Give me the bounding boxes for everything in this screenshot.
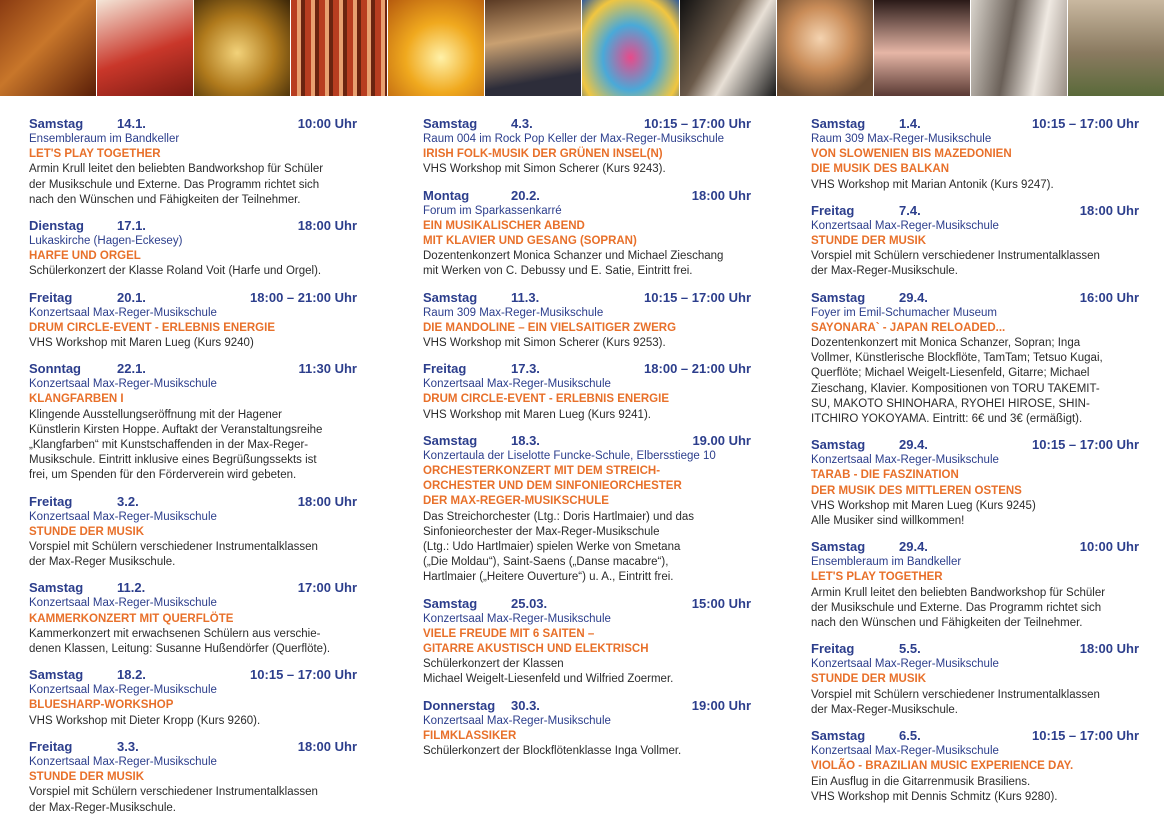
- event-entry: [423, 698, 763, 760]
- event-location: Konzertsaal Max-Reger-Musikschule: [29, 755, 217, 768]
- event-description: Vorspiel mit Schülern verschiedener Instrumentalklassen: [811, 250, 1100, 263]
- event-day: Freitag: [29, 493, 73, 509]
- event-description: SU, MAKOTO SHINOHARA, RYOHEI HIROSE, SHIN-: [811, 397, 1090, 410]
- event-date: 20.1.: [117, 289, 146, 305]
- event-title: FILMKLASSIKER: [423, 729, 517, 742]
- event-location: Konzertsaal Max-Reger-Musikschule: [423, 378, 611, 391]
- event-description: Schülerkonzert der Klassen: [423, 658, 564, 671]
- event-description: Vorspiel mit Schülern verschiedener Instrumentalklassen: [29, 541, 318, 554]
- event-entry: [423, 596, 763, 688]
- event-description: frei, um Spenden für den Förderverein wird gebeten.: [29, 469, 297, 482]
- event-title: ORCHESTER UND DEM SINFONIEORCHESTER: [423, 480, 682, 493]
- event-title: MIT KLAVIER UND GESANG (SOPRAN): [423, 235, 637, 248]
- event-entry: [29, 667, 369, 729]
- event-header: [811, 539, 1151, 555]
- event-entry: [811, 641, 1151, 718]
- event-description: Schülerkonzert der Blockflötenklasse Inga Vollmer.: [423, 745, 682, 758]
- event-time: 10:15 – 17:00 Uhr: [1032, 437, 1139, 453]
- event-location: Konzertsaal Max-Reger-Musikschule: [29, 306, 217, 319]
- event-day: Samstag: [29, 667, 84, 683]
- event-location: Konzertaula der Liselotte Funcke-Schule, Elbersstiege 10: [423, 449, 716, 462]
- event-title: DER MAX-REGER-MUSIKSCHULE: [423, 495, 609, 508]
- event-location: Konzertsaal Max-Reger-Musikschule: [811, 658, 999, 671]
- event-time: 10:15 – 17:00 Uhr: [644, 116, 751, 131]
- event-day: Samstag: [811, 539, 866, 555]
- event-time: 19:00 Uhr: [691, 697, 751, 713]
- event-date: 29.4.: [899, 289, 928, 305]
- event-title: DER MUSIK DES MITTLEREN OSTENS: [811, 484, 1022, 497]
- event-location: Konzertsaal Max-Reger-Musikschule: [811, 454, 999, 467]
- event-day: Donnerstag: [423, 697, 496, 713]
- event-location: Konzertsaal Max-Reger-Musikschule: [811, 219, 999, 232]
- event-entry: [811, 539, 1151, 631]
- event-description: Zieschang, Klavier. Kompositionen von TORU TAKEMIT-: [811, 382, 1100, 395]
- event-location: Konzertsaal Max-Reger-Musikschule: [29, 597, 217, 610]
- event-header: [423, 188, 763, 204]
- event-day: Samstag: [29, 580, 84, 596]
- event-location: Raum 309 Max-Reger-Musikschule: [423, 306, 604, 319]
- event-location: Raum 004 im Rock Pop Keller der Max-Reger-Musikschule: [423, 133, 725, 145]
- event-description: Alle Musiker sind willkommen!: [811, 515, 965, 528]
- event-day: Samstag: [423, 116, 478, 131]
- event-description: der Max-Reger-Musikschule.: [811, 265, 958, 278]
- event-title: HARFE UND ORGEL: [29, 250, 141, 263]
- event-time: 17:00 Uhr: [297, 580, 357, 596]
- event-description: Vollmer, Künstlerische Blockflöte, TamTam; Tetsuo Kugai,: [811, 352, 1103, 365]
- event-header: [423, 698, 763, 714]
- event-date: 1.4.: [899, 116, 921, 131]
- event-header: [811, 116, 1151, 132]
- event-location: Forum im Sparkassenkarré: [423, 204, 562, 217]
- event-date: 22.1.: [117, 361, 146, 377]
- event-description: Klingende Ausstellungseröffnung mit der Hagener: [29, 408, 282, 421]
- event-description: Künstlerin Kirsten Hoppe. Auftakt der Veranstaltungsreihe: [29, 423, 323, 436]
- event-description: Querflöte; Michael Weigelt-Liesenfeld, Gitarre; Michael: [811, 367, 1090, 380]
- clarinet-player-photo: [971, 0, 1068, 96]
- event-header: [423, 290, 763, 306]
- event-description: der Max-Reger Musikschule.: [29, 556, 176, 569]
- event-date: 11.2.: [117, 580, 146, 596]
- event-description: („Die Moldau“), Saint-Saens („Danse macabre“),: [423, 556, 669, 569]
- event-column-1: [29, 116, 369, 826]
- event-date: 11.3.: [511, 289, 540, 305]
- event-header: [811, 437, 1151, 453]
- event-header: [29, 580, 369, 596]
- event-description: Armin Krull leitet den beliebten Bandworkshop für Schüler: [29, 163, 324, 176]
- drumset-photo: [485, 0, 582, 96]
- event-title: STUNDE DER MUSIK: [811, 235, 927, 248]
- event-entry: [423, 361, 763, 423]
- event-description: Hartlmaier („Heitere Ouverture“) u. A., Eintritt frei.: [423, 571, 674, 584]
- event-description: Sinfonieorchester der Max-Reger-Musikschule: [423, 525, 660, 538]
- event-header: [811, 728, 1151, 744]
- event-day: Samstag: [811, 437, 866, 453]
- event-description: der Max-Reger-Musikschule.: [811, 703, 958, 716]
- event-entry: [29, 218, 369, 280]
- event-description: der Musikschule und Externe. Das Programm richtet sich: [811, 601, 1102, 614]
- event-description: Vorspiel mit Schülern verschiedener Instrumentalklassen: [29, 786, 318, 799]
- event-time: 18:00 Uhr: [297, 218, 357, 234]
- event-date: 17.1.: [117, 218, 146, 234]
- event-date: 18.3.: [511, 432, 540, 448]
- event-title: EIN MUSIKALISCHER ABEND: [423, 219, 585, 232]
- event-day: Freitag: [811, 641, 855, 657]
- event-header: [811, 290, 1151, 306]
- event-entry: [423, 116, 763, 178]
- event-location: Konzertsaal Max-Reger-Musikschule: [423, 714, 611, 727]
- event-description: Kammerkonzert mit erwachsenen Schülern aus verschie-: [29, 627, 321, 640]
- event-date: 14.1.: [117, 116, 146, 131]
- event-title: GITARRE AKUSTISCH UND ELEKTRISCH: [423, 643, 649, 656]
- building-photo: [1068, 0, 1164, 96]
- event-time: 18:00 – 21:00 Uhr: [250, 289, 357, 305]
- event-header: [29, 361, 369, 377]
- event-day: Freitag: [29, 289, 73, 305]
- event-location: Konzertsaal Max-Reger-Musikschule: [29, 510, 217, 523]
- event-time: 15:00 Uhr: [691, 595, 751, 611]
- event-time: 18:00 – 21:00 Uhr: [644, 361, 751, 377]
- event-entry: [811, 290, 1151, 428]
- event-title: IRISH FOLK-MUSIK DER GRÜNEN INSEL(N): [423, 148, 663, 161]
- event-time: 10:15 – 17:00 Uhr: [1032, 728, 1139, 744]
- event-description: (Ltg.: Udo Hartlmaier) spielen Werke von Smetana: [423, 541, 681, 554]
- event-description: nach den Wünschen und Fähigkeiten der Teilnehmer.: [811, 617, 1083, 630]
- event-time: 10:15 – 17:00 Uhr: [644, 289, 751, 305]
- horn-photo: [388, 0, 485, 96]
- event-date: 29.4.: [899, 539, 928, 555]
- event-location: Ensembleraum im Bandkeller: [29, 133, 180, 145]
- event-description: Armin Krull leitet den beliebten Bandworkshop für Schüler: [811, 586, 1106, 599]
- event-location: Konzertsaal Max-Reger-Musikschule: [29, 378, 217, 391]
- event-day: Samstag: [423, 595, 478, 611]
- event-description: VHS Workshop mit Dieter Kropp (Kurs 9260).: [29, 714, 261, 727]
- event-entry: [29, 116, 369, 208]
- event-title: TARAB - DIE FASZINATION: [811, 469, 959, 482]
- event-entry: [811, 728, 1151, 805]
- event-description: Ein Ausflug in die Gitarrenmusik Brasiliens.: [811, 775, 1031, 788]
- event-time: 19.00 Uhr: [692, 432, 751, 448]
- event-header: [811, 641, 1151, 657]
- event-date: 18.2.: [117, 667, 146, 683]
- event-title: LET'S PLAY TOGETHER: [29, 148, 161, 161]
- event-description: VHS Workshop mit Marian Antonik (Kurs 9247).: [811, 178, 1054, 191]
- event-column-3: [811, 116, 1151, 815]
- event-description: Schülerkonzert der Klasse Roland Voit (Harfe und Orgel).: [29, 265, 322, 278]
- event-description: ITCHIRO YOKOYAMA. Eintritt: 6€ und 3€ (ermäßigt).: [811, 413, 1083, 426]
- piano-photo: [680, 0, 777, 96]
- event-title: VON SLOWENIEN BIS MAZEDONIEN: [811, 148, 1012, 161]
- event-time: 11:30 Uhr: [298, 361, 357, 377]
- violin-photo: [0, 0, 97, 96]
- event-header: [423, 361, 763, 377]
- event-header: [423, 116, 763, 132]
- event-day: Samstag: [29, 116, 84, 131]
- event-entry: [29, 361, 369, 483]
- event-entry: [29, 739, 369, 816]
- painted-drum-photo: [582, 0, 679, 96]
- event-date: 7.4.: [899, 202, 921, 218]
- event-description: der Musikschule und Externe. Das Programm richtet sich: [29, 178, 320, 191]
- event-time: 10:00 Uhr: [1079, 539, 1139, 555]
- event-date: 30.3.: [511, 697, 540, 713]
- event-location: Raum 309 Max-Reger-Musikschule: [811, 133, 992, 145]
- event-title: DIE MUSIK DES BALKAN: [811, 163, 950, 176]
- event-time: 10:00 Uhr: [297, 116, 357, 131]
- event-description: der Max-Reger-Musikschule.: [29, 801, 176, 814]
- event-date: 17.3.: [511, 361, 540, 377]
- event-date: 6.5.: [899, 728, 921, 744]
- event-columns: [0, 96, 1164, 822]
- event-day: Sonntag: [29, 361, 81, 377]
- event-description: VHS Workshop mit Dennis Schmitz (Kurs 9280).: [811, 790, 1058, 803]
- event-column-2: [423, 116, 763, 769]
- event-date: 20.2.: [511, 187, 540, 203]
- event-date: 5.5.: [899, 641, 921, 657]
- event-description: VHS Workshop mit Simon Scherer (Kurs 9243).: [423, 163, 666, 176]
- event-header: [423, 433, 763, 449]
- event-day: Montag: [423, 187, 470, 203]
- event-date: 3.3.: [117, 738, 139, 754]
- event-header: [29, 739, 369, 755]
- event-day: Samstag: [811, 728, 866, 744]
- event-description: Vorspiel mit Schülern verschiedener Instrumentalklassen: [811, 688, 1100, 701]
- event-header: [423, 596, 763, 612]
- event-entry: [811, 437, 1151, 529]
- event-title: DRUM CIRCLE-EVENT - ERLEBNIS ENERGIE: [29, 321, 275, 334]
- event-day: Dienstag: [29, 218, 84, 234]
- event-description: Dozentenkonzert mit Monica Schanzer, Sopran; Inga: [811, 337, 1081, 350]
- event-header: [29, 667, 369, 683]
- child-violin-photo: [777, 0, 874, 96]
- event-title: SAYONARA` - JAPAN RELOADED...: [811, 321, 1006, 334]
- event-title: ORCHESTERKONZERT MIT DEM STREICH-: [423, 465, 661, 478]
- event-date: 4.3.: [511, 116, 533, 131]
- event-entry: [29, 290, 369, 352]
- event-time: 18:00 Uhr: [297, 738, 357, 754]
- event-time: 18:00 Uhr: [1079, 202, 1139, 218]
- event-description: mit Werken von C. Debussy und E. Satie, Eintritt frei.: [423, 265, 693, 278]
- event-entry: [29, 494, 369, 571]
- event-title: LET'S PLAY TOGETHER: [811, 571, 943, 584]
- event-location: Lukaskirche (Hagen-Eckesey): [29, 235, 183, 248]
- event-entry: [423, 433, 763, 586]
- event-title: VIELE FREUDE MIT 6 SAITEN –: [423, 627, 595, 640]
- event-title: DRUM CIRCLE-EVENT - ERLEBNIS ENERGIE: [423, 393, 669, 406]
- event-header: [811, 203, 1151, 219]
- event-day: Samstag: [811, 116, 866, 131]
- event-description: Das Streichorchester (Ltg.: Doris Hartlmaier) und das: [423, 510, 694, 523]
- event-day: Samstag: [423, 289, 478, 305]
- event-date: 25.03.: [511, 595, 548, 611]
- event-time: 18:00 Uhr: [691, 187, 751, 203]
- event-title: STUNDE DER MUSIK: [811, 673, 927, 686]
- event-day: Samstag: [423, 432, 478, 448]
- event-time: 18:00 Uhr: [297, 493, 357, 509]
- event-day: Freitag: [29, 738, 73, 754]
- event-title: KLANGFARBEN I: [29, 393, 124, 406]
- event-title: KAMMERKONZERT MIT QUERFLÖTE: [29, 612, 234, 625]
- event-entry: [423, 188, 763, 280]
- event-date: 3.2.: [117, 493, 139, 509]
- event-description: VHS Workshop mit Simon Scherer (Kurs 9253).: [423, 337, 666, 350]
- event-description: VHS Workshop mit Maren Lueg (Kurs 9241).: [423, 408, 651, 421]
- event-day: Samstag: [811, 289, 866, 305]
- event-title: STUNDE DER MUSIK: [29, 525, 145, 538]
- event-header: [29, 218, 369, 234]
- event-description: „Klangfarben“ mit Kunstschaffenden in der Max-Reger-: [29, 439, 309, 452]
- event-title: BLUESHARP-WORKSHOP: [29, 699, 174, 712]
- event-time: 16:00 Uhr: [1079, 289, 1139, 305]
- event-location: Konzertsaal Max-Reger-Musikschule: [811, 745, 999, 758]
- event-description: nach den Wünschen und Fähigkeiten der Teilnehmer.: [29, 193, 301, 206]
- event-description: VHS Workshop mit Maren Lueg (Kurs 9240): [29, 337, 254, 350]
- event-description: Musikschule. Eintritt inklusive eines Begrüßungssekts ist: [29, 454, 317, 467]
- event-day: Freitag: [423, 361, 467, 377]
- event-time: 10:15 – 17:00 Uhr: [250, 667, 357, 683]
- event-entry: [811, 203, 1151, 280]
- photo-strip: [0, 0, 1164, 96]
- trumpet-photo: [194, 0, 291, 96]
- event-time: 10:15 – 17:00 Uhr: [1032, 116, 1139, 131]
- event-location: Ensembleraum im Bandkeller: [811, 556, 962, 569]
- event-header: [29, 290, 369, 306]
- event-location: Konzertsaal Max-Reger-Musikschule: [29, 684, 217, 697]
- event-description: Michael Weigelt-Liesenfeld und Wilfried Zoermer.: [423, 673, 674, 686]
- event-header: [29, 116, 369, 132]
- event-date: 29.4.: [899, 437, 928, 453]
- event-entry: [811, 116, 1151, 193]
- ballet-shoes-photo: [874, 0, 971, 96]
- event-location: Foyer im Emil-Schumacher Museum: [811, 306, 997, 319]
- event-description: VHS Workshop mit Maren Lueg (Kurs 9245): [811, 499, 1036, 512]
- event-location: Konzertsaal Max-Reger-Musikschule: [423, 612, 611, 625]
- event-entry: [29, 580, 369, 657]
- event-description: Dozentenkonzert Monica Schanzer und Michael Zieschang: [423, 250, 724, 263]
- event-description: denen Klassen, Leitung: Susanne Hußendörfer (Querflöte).: [29, 643, 331, 656]
- event-entry: [423, 290, 763, 352]
- event-day: Freitag: [811, 202, 855, 218]
- event-title: DIE MANDOLINE – EIN VIELSAITIGER ZWERG: [423, 321, 677, 334]
- event-title: STUNDE DER MUSIK: [29, 771, 145, 784]
- drum-photo: [97, 0, 194, 96]
- event-time: 18:00 Uhr: [1079, 641, 1139, 657]
- organ-photo: [291, 0, 388, 96]
- event-title: VIOLÃO - BRAZILIAN MUSIC EXPERIENCE DAY.: [811, 760, 1074, 773]
- event-header: [29, 494, 369, 510]
